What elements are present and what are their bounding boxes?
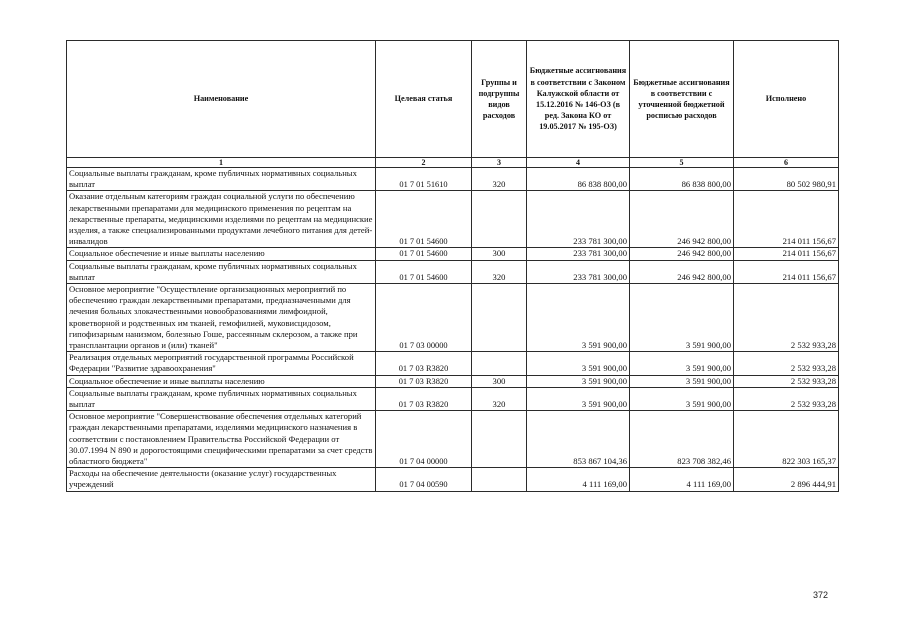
- row-target-code: 01 7 01 51610: [376, 168, 472, 191]
- row-refined-amount: 3 591 900,00: [630, 284, 734, 352]
- row-name: Основное мероприятие "Осуществление организационных мероприятий по обеспечению граждан лекарственными препаратами, предназначенными для лечения больных злокачественными новообразованиями лимфоидной, кроветворной и родственных им тканей, гемофилией, муковисцидозом, гипофизарным нанизмом, болезнью Гоше, рассеянным склерозом, а также при трансплантации органов и (или) тканей": [67, 284, 376, 352]
- row-target-code: 01 7 03 00000: [376, 284, 472, 352]
- row-name: Реализация отдельных мероприятий государственной программы Российской Федерации "Развитие здравоохранения": [67, 352, 376, 375]
- row-target-code: 01 7 01 54600: [376, 248, 472, 260]
- row-expense-group: [472, 191, 527, 248]
- row-executed-amount: 2 532 933,28: [734, 387, 839, 410]
- row-expense-group: 300: [472, 375, 527, 387]
- row-executed-amount: 214 011 156,67: [734, 191, 839, 248]
- row-executed-amount: 214 011 156,67: [734, 248, 839, 260]
- column-number: 5: [630, 158, 734, 168]
- row-refined-amount: 246 942 800,00: [630, 248, 734, 260]
- budget-execution-table: [66, 40, 839, 492]
- row-expense-group: [472, 284, 527, 352]
- row-name: Социальные выплаты гражданам, кроме публичных нормативных социальных выплат: [67, 168, 376, 191]
- row-executed-amount: 2 532 933,28: [734, 352, 839, 375]
- row-name: Основное мероприятие "Совершенствование обеспечения отдельных категорий граждан лекарственными препаратами, изделиями медицинского назначения в соответствии с постановлением Правительства Российской Федерации от 30.07.1994 N 890 и дорогостоящими специфическими препаратами за счет средств областного бюджета": [67, 411, 376, 468]
- row-expense-group: 320: [472, 260, 527, 283]
- row-expense-group: [472, 352, 527, 375]
- column-number: 1: [67, 158, 376, 168]
- header-row: [67, 41, 839, 158]
- row-law-amount: 3 591 900,00: [527, 387, 630, 410]
- row-target-code: 01 7 04 00590: [376, 468, 472, 491]
- row-name: Социальное обеспечение и иные выплаты населению: [67, 248, 376, 260]
- row-refined-amount: 246 942 800,00: [630, 191, 734, 248]
- header-executed: Исполнено: [734, 41, 839, 158]
- row-law-amount: 853 867 104,36: [527, 411, 630, 468]
- table-row: [67, 168, 839, 191]
- column-number: 2: [376, 158, 472, 168]
- table-row: [67, 387, 839, 410]
- table-row: [67, 248, 839, 260]
- row-executed-amount: 214 011 156,67: [734, 260, 839, 283]
- row-law-amount: 3 591 900,00: [527, 375, 630, 387]
- table-row: [67, 352, 839, 375]
- row-expense-group: 300: [472, 248, 527, 260]
- table-row: [67, 375, 839, 387]
- header-name: Наименование: [67, 41, 376, 158]
- row-target-code: 01 7 04 00000: [376, 411, 472, 468]
- row-refined-amount: 246 942 800,00: [630, 260, 734, 283]
- header-expense-groups: Группы и подгруппы видов расходов: [472, 41, 527, 158]
- row-expense-group: 320: [472, 387, 527, 410]
- row-name: Социальные выплаты гражданам, кроме публичных нормативных социальных выплат: [67, 260, 376, 283]
- row-executed-amount: 2 532 933,28: [734, 284, 839, 352]
- table-row: [67, 284, 839, 352]
- page-number: 372: [813, 590, 829, 600]
- row-refined-amount: 3 591 900,00: [630, 352, 734, 375]
- row-expense-group: [472, 411, 527, 468]
- row-target-code: 01 7 03 R3820: [376, 352, 472, 375]
- row-refined-amount: 3 591 900,00: [630, 387, 734, 410]
- row-target-code: 01 7 03 R3820: [376, 387, 472, 410]
- table-row: [67, 468, 839, 491]
- column-number: 4: [527, 158, 630, 168]
- row-law-amount: 86 838 800,00: [527, 168, 630, 191]
- row-law-amount: 233 781 300,00: [527, 260, 630, 283]
- table-row: [67, 411, 839, 468]
- row-name: Оказание отдельным категориям граждан социальной услуги по обеспечению лекарственными препаратами для медицинского применения по рецептам на лекарственные препараты, медицинскими изделиями по рецептам на медицинские изделия, а также специализированными продуктами лечебного питания для детей-инвалидов: [67, 191, 376, 248]
- row-target-code: 01 7 03 R3820: [376, 375, 472, 387]
- row-law-amount: 4 111 169,00: [527, 468, 630, 491]
- row-refined-amount: 86 838 800,00: [630, 168, 734, 191]
- row-expense-group: 320: [472, 168, 527, 191]
- row-target-code: 01 7 01 54600: [376, 191, 472, 248]
- row-law-amount: 3 591 900,00: [527, 284, 630, 352]
- row-executed-amount: 2 532 933,28: [734, 375, 839, 387]
- row-executed-amount: 822 303 165,37: [734, 411, 839, 468]
- column-number: 6: [734, 158, 839, 168]
- column-number: 3: [472, 158, 527, 168]
- header-law-allocations: Бюджетные ассигнования в соответствии с Законом Калужской области от 15.12.2016 № 146-ОЗ (в ред. Закона КО от 19.05.2017 № 195-ОЗ): [527, 41, 630, 158]
- table-row: [67, 260, 839, 283]
- row-law-amount: 3 591 900,00: [527, 352, 630, 375]
- row-refined-amount: 3 591 900,00: [630, 375, 734, 387]
- row-refined-amount: 823 708 382,46: [630, 411, 734, 468]
- row-law-amount: 233 781 300,00: [527, 191, 630, 248]
- row-target-code: 01 7 01 54600: [376, 260, 472, 283]
- row-expense-group: [472, 468, 527, 491]
- row-executed-amount: 2 896 444,91: [734, 468, 839, 491]
- column-number-row: [67, 158, 839, 168]
- header-target-article: Целевая статья: [376, 41, 472, 158]
- row-refined-amount: 4 111 169,00: [630, 468, 734, 491]
- table-row: [67, 191, 839, 248]
- row-law-amount: 233 781 300,00: [527, 248, 630, 260]
- row-executed-amount: 80 502 980,91: [734, 168, 839, 191]
- row-name: Социальные выплаты гражданам, кроме публичных нормативных социальных выплат: [67, 387, 376, 410]
- row-name: Социальное обеспечение и иные выплаты населению: [67, 375, 376, 387]
- header-refined-allocations: Бюджетные ассигнования в соответствии с уточненной бюджетной росписью расходов: [630, 41, 734, 158]
- row-name: Расходы на обеспечение деятельности (оказание услуг) государственных учреждений: [67, 468, 376, 491]
